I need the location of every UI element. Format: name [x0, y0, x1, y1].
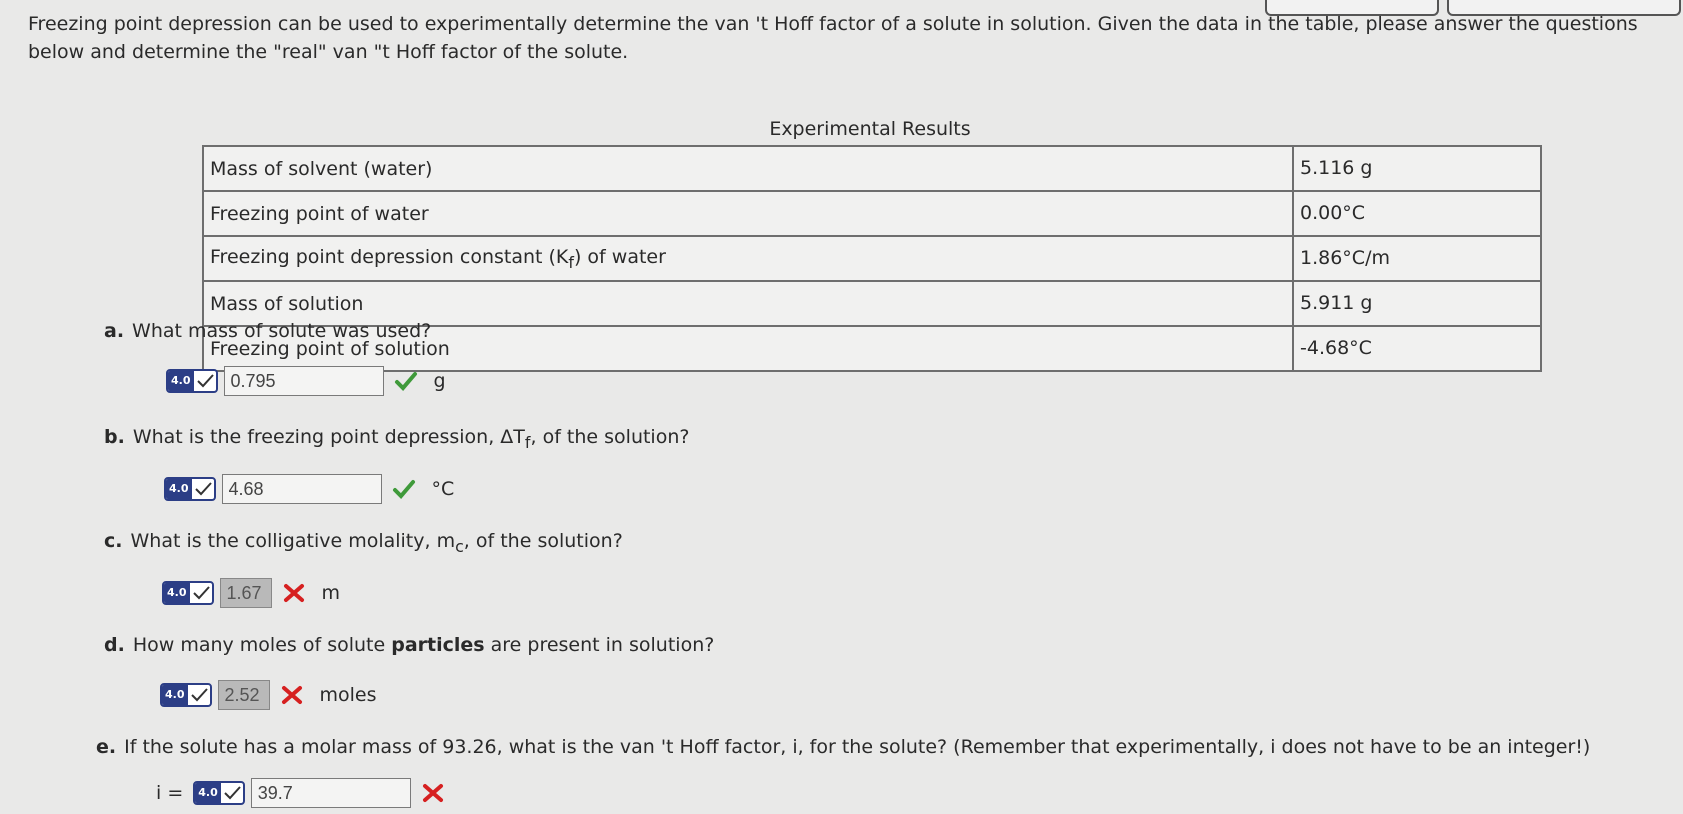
points-badge[interactable] — [162, 581, 214, 605]
row-label: Mass of solution — [203, 281, 1293, 326]
question-e — [96, 736, 1676, 758]
x-mark-icon — [282, 582, 306, 604]
question-sub: f — [524, 432, 531, 452]
question-a — [104, 320, 431, 342]
table-row — [203, 146, 1541, 191]
question-letter: a. — [104, 320, 125, 342]
x-mark-icon — [421, 782, 445, 804]
answer-row-b — [164, 474, 454, 504]
question-text: If the solute has a molar mass of 93.26, what is the van 't Hoff factor, i, for the solute? (Remember that experimentally, i does not have to be an integer!) — [124, 736, 1591, 758]
answer-row-a — [166, 366, 446, 396]
row-value: -4.68°C — [1293, 326, 1541, 371]
table-row — [203, 191, 1541, 236]
row-label-part: Freezing point depression constant (K — [210, 245, 569, 268]
checkmark-icon — [392, 478, 416, 500]
question-text: How many moles of solute — [132, 634, 392, 656]
points-value: 4.0 — [164, 583, 190, 603]
table-caption: Experimental Results — [769, 118, 971, 140]
check-icon — [194, 371, 216, 391]
row-value: 1.86°C/m — [1293, 236, 1541, 281]
question-text: are present in solution? — [484, 634, 715, 656]
row-value: 5.911 g — [1293, 281, 1541, 326]
question-text: What mass of solute was used? — [132, 320, 432, 342]
question-text: What is the colligative molality, m — [130, 530, 456, 552]
answer-prefix: i = — [156, 782, 184, 804]
row-value: 5.116 g — [1293, 146, 1541, 191]
row-value: 0.00°C — [1293, 191, 1541, 236]
question-b — [104, 426, 689, 452]
question-letter: b. — [104, 426, 125, 448]
answer-input-a[interactable] — [224, 366, 384, 396]
question-letter: d. — [104, 634, 125, 656]
question-sub: c — [455, 536, 464, 556]
points-badge[interactable] — [193, 781, 245, 805]
table-row — [203, 236, 1541, 281]
row-label-sub: f — [568, 252, 574, 272]
row-label: Mass of solvent (water) — [203, 146, 1293, 191]
answer-row-e — [156, 778, 445, 808]
points-value: 4.0 — [195, 783, 221, 803]
points-value: 4.0 — [168, 371, 194, 391]
intro-text: Freezing point depression can be used to experimentally determine the van 't Hoff factor of a solute in solution. Given the data in the table, please answer the questions below and determine the "real" van "t Hoff factor of the solute. — [28, 13, 1638, 63]
row-label — [203, 236, 1293, 281]
question-bold: particles — [391, 634, 485, 656]
points-value: 4.0 — [162, 685, 188, 705]
answer-input-e[interactable] — [251, 778, 411, 808]
question-d — [104, 634, 714, 656]
points-badge[interactable] — [166, 369, 218, 393]
answer-unit: °C — [431, 478, 455, 500]
question-text: , of the solution? — [463, 530, 623, 552]
check-icon — [190, 583, 212, 603]
answer-input-b[interactable] — [222, 474, 382, 504]
checkmark-icon — [394, 370, 418, 392]
question-letter: c. — [104, 530, 123, 552]
x-mark-icon — [280, 684, 304, 706]
answer-unit: m — [321, 582, 341, 604]
answer-row-d — [160, 680, 377, 710]
answer-row-c — [162, 578, 340, 608]
row-label-part: ) of water — [573, 245, 666, 268]
answer-unit: moles — [319, 684, 377, 706]
row-label: Freezing point of solution — [203, 326, 1293, 371]
question-letter: e. — [96, 736, 117, 758]
row-label: Freezing point of water — [203, 191, 1293, 236]
question-text: What is the freezing point depression, ΔT — [132, 426, 525, 448]
question-text: , of the solution? — [530, 426, 690, 448]
check-icon — [192, 479, 214, 499]
question-c — [104, 530, 623, 556]
points-value: 4.0 — [166, 479, 192, 499]
answer-input-d[interactable] — [218, 680, 270, 710]
check-icon — [221, 783, 243, 803]
answer-input-c[interactable] — [220, 578, 272, 608]
points-badge[interactable] — [160, 683, 212, 707]
points-badge[interactable] — [164, 477, 216, 501]
check-icon — [188, 685, 210, 705]
answer-unit: g — [433, 370, 446, 392]
